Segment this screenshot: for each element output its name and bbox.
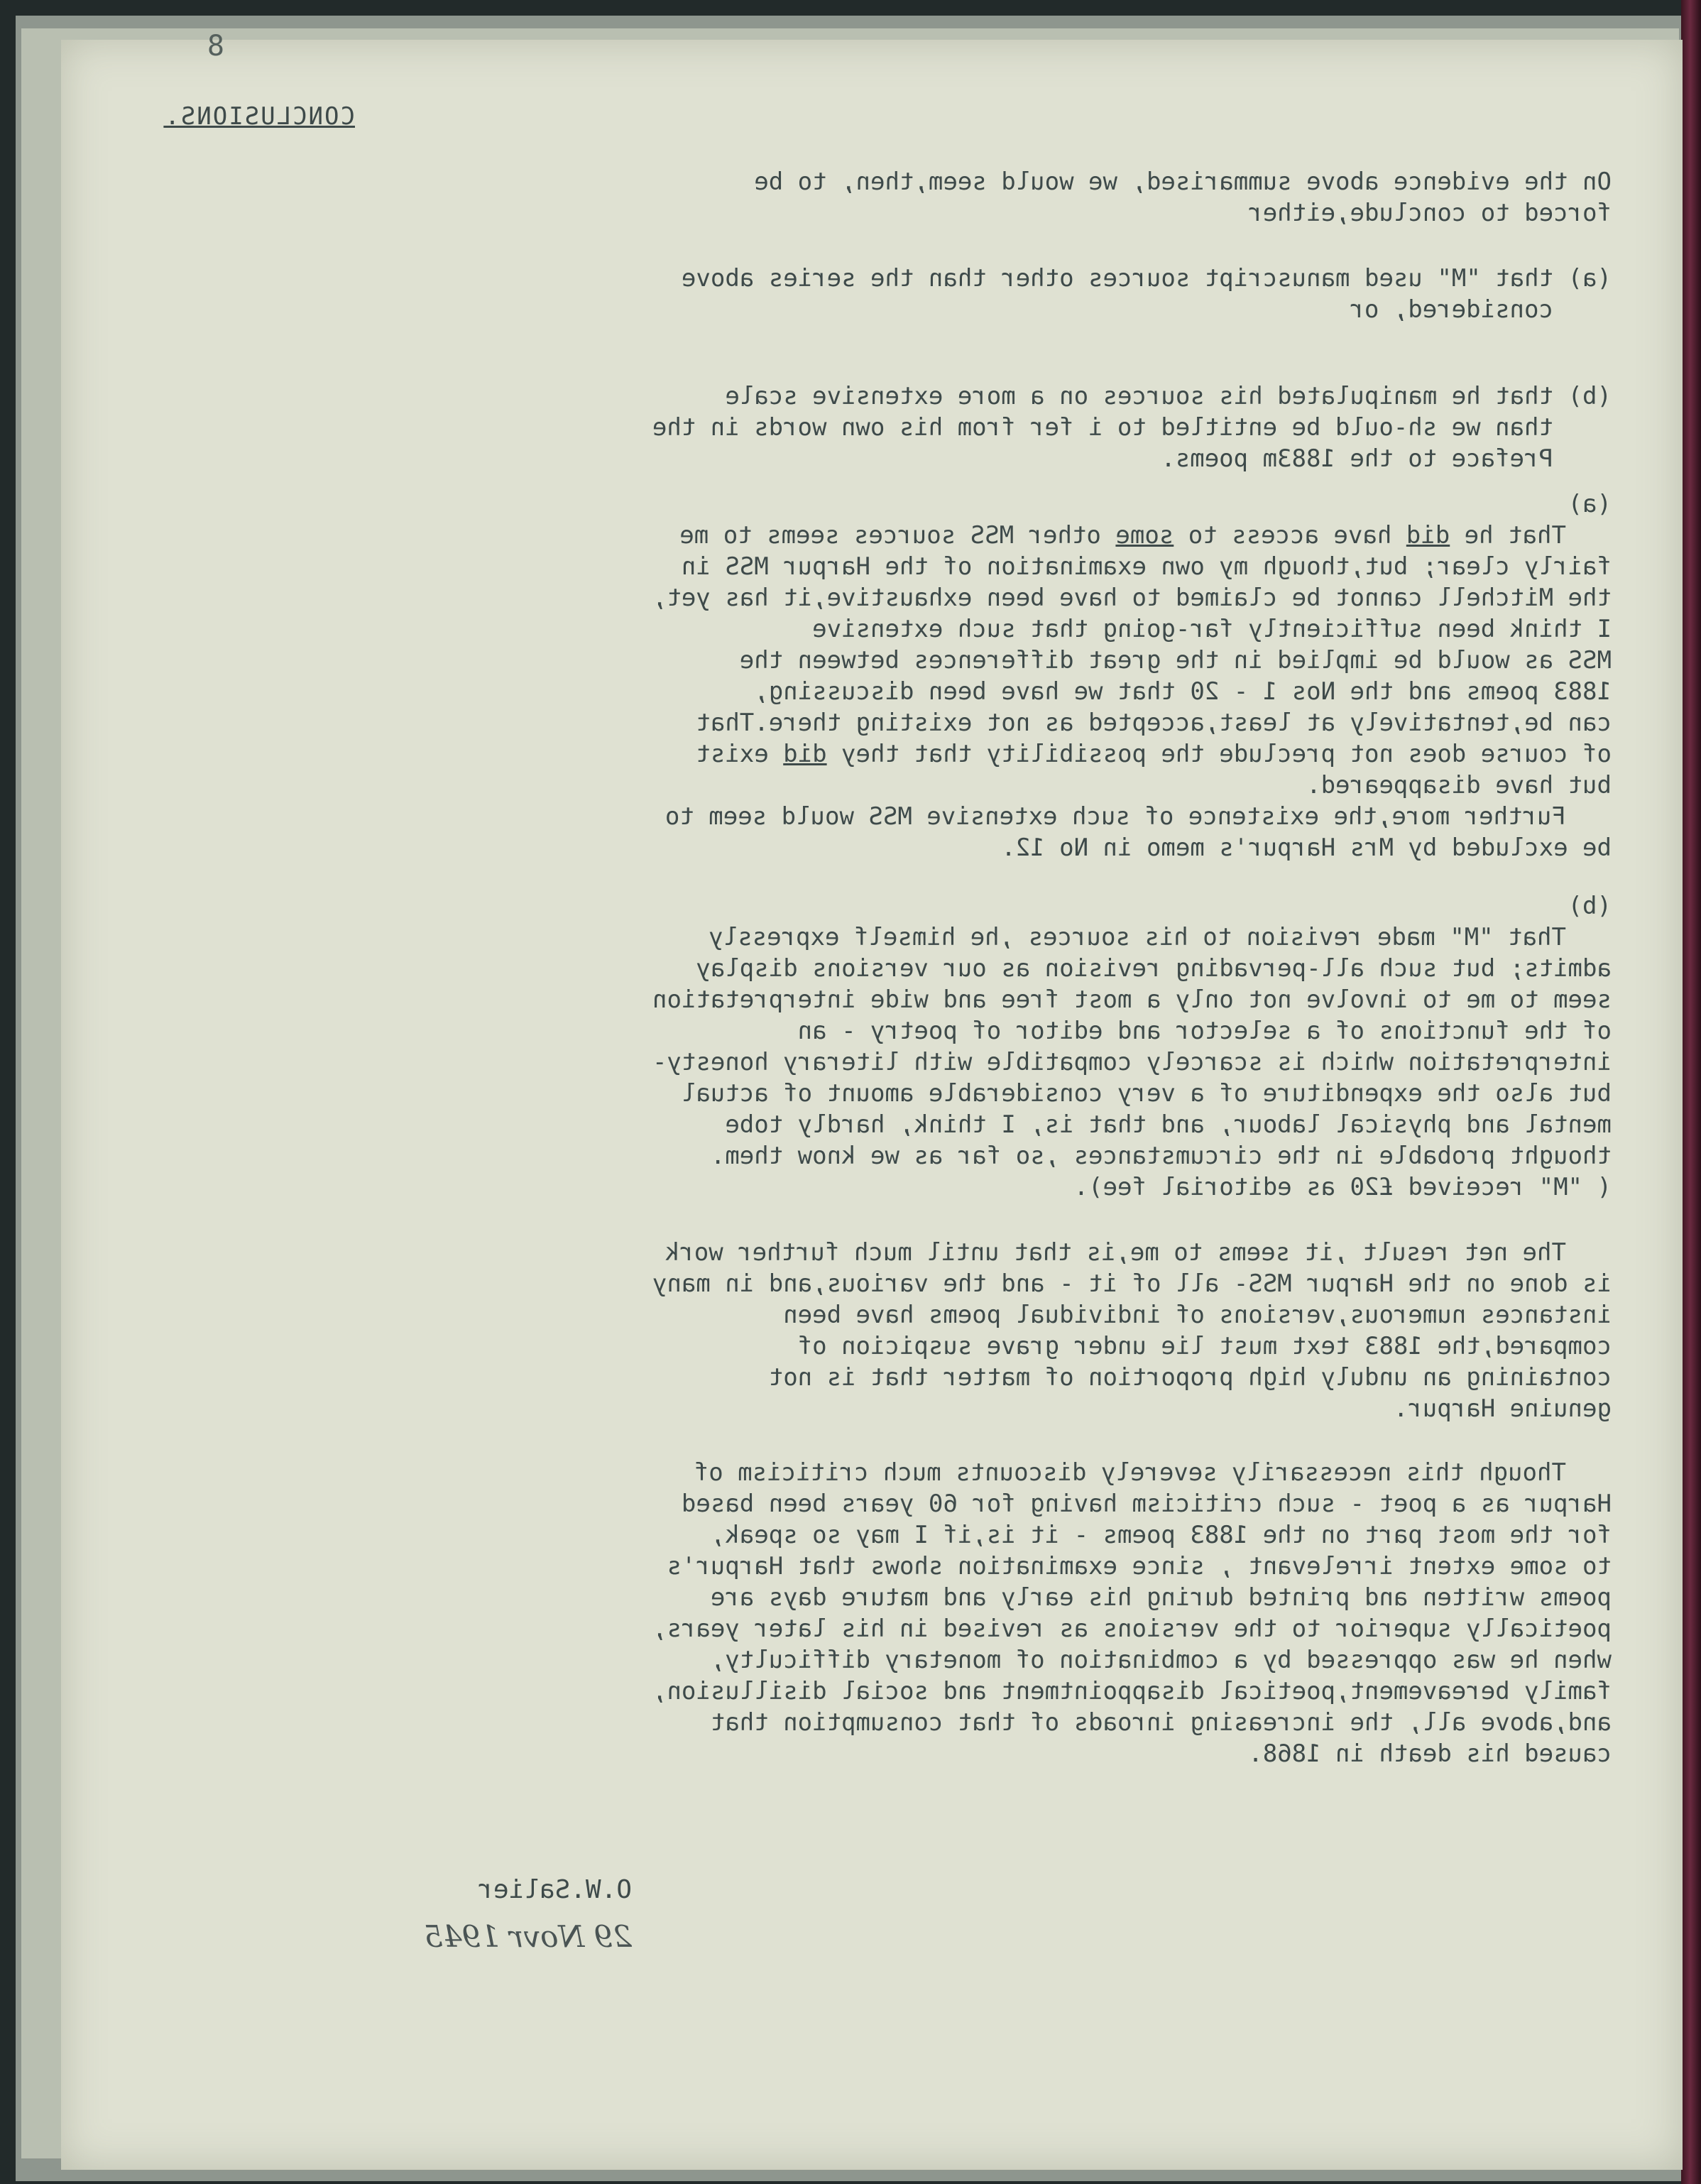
text-line: genuine Harpur.	[1393, 1394, 1612, 1423]
text-line: for the most part on the 1883 poems - it is,if I may so speak,	[710, 1521, 1612, 1549]
text-line: (b) that he manipulated his sources on a more extensive scale	[725, 382, 1612, 410]
text-line: 1883 poems and the Nos 1 - 20 that we have been discussing,	[754, 677, 1612, 706]
binding-edge	[1681, 0, 1701, 2184]
signature-date: 29 Novr 1945	[424, 1919, 632, 1954]
text-line: and,above all, the increasing inroads of that consumption that	[710, 1708, 1612, 1737]
text-line: the Mitchell cannot be claimed to have been exhaustive,it has yet,	[652, 584, 1612, 612]
text-line: caused his death in 1868.	[1248, 1740, 1612, 1768]
text-line: seem to me to involve not only a most free and wide interpretation	[652, 985, 1612, 1014]
text-line: instances numerous,versions of individual poems have been	[783, 1301, 1612, 1329]
text-line: mental and physical labour, and that is, I think, hardly tobe	[725, 1110, 1612, 1139]
text-line: of the functions of a selector and editor of poetry - an	[797, 1017, 1612, 1045]
text-line: interpretation which is scarcely compatible with literary honesty-	[652, 1048, 1612, 1076]
text-line: of course does not preclude the possibility that they did exist	[696, 740, 1612, 768]
text-line: On the evidence above summarised, we would seem,then, to be	[754, 168, 1612, 196]
text-line: than we sh-ould be entitled to i fer from his own words in the	[652, 413, 1553, 442]
text-line: considered, or	[1350, 295, 1553, 324]
text-line: when he was oppressed by a combination of monetary difficulty,	[710, 1646, 1612, 1674]
text-line: Though this necessarily severely discounts much criticism of	[694, 1458, 1566, 1487]
text-line: Preface to the 1883m poems.	[1161, 444, 1553, 473]
page-number: 8	[207, 30, 224, 62]
text-line: That he did have access to some other MSS sources seems to me	[679, 521, 1566, 550]
text-line: Harpur as a poet - such criticism having for 60 years been based	[681, 1490, 1612, 1518]
text-line: compared,the 1883 text must lie under grave suspicion of	[797, 1332, 1612, 1360]
text-line: Further more,the existence of such extensive MSS would seem to	[664, 802, 1566, 831]
text-line: MSS as would be implied in the great differences between the	[739, 646, 1612, 675]
text-line: but also the expenditure of a very considerable amount of actual	[681, 1079, 1612, 1108]
text-line: forced to conclude,either	[1248, 199, 1612, 227]
text-line: admits; but such all-pervading revision as our versions display	[696, 954, 1612, 983]
page-title: CONCLUSIONS.	[163, 102, 355, 131]
text-line: ( "M" received £20 as editorial fee).	[1073, 1173, 1612, 1201]
section-marker: (a)	[1568, 490, 1612, 518]
signature-name: O.W.Salier	[478, 1875, 632, 1904]
text-line: containing an unduly high proportion of matter that is not	[768, 1363, 1612, 1392]
text-line: The net result ,it seems to me,is that until much further work	[664, 1238, 1566, 1267]
text-line: poetically superior to the versions as revised in his later years,	[652, 1615, 1612, 1643]
text-line: can be,tentatively at least,accepted as not existing there.That	[696, 709, 1612, 737]
text-line: be excluded by Mrs Harpur's memo in No 12.	[1001, 834, 1612, 862]
text-line: (a) that "M" used manuscript sources other than the series above	[681, 264, 1612, 293]
text-line: family bereavement,poetical disappointment and social disillusion,	[652, 1677, 1612, 1705]
text-line: I think been sufficiently far-going that such extensive	[812, 615, 1612, 643]
text-line: to some extent irrelevant , since examination shows that Harpur's	[667, 1552, 1612, 1580]
text-line: poems written and printed during his early and mature days are	[710, 1583, 1612, 1612]
text-line: thought probable in the circumstances ,so far as we know them.	[710, 1142, 1612, 1170]
text-line: is done on the Harpur MSS- all of it - and the various,and in many	[652, 1270, 1612, 1298]
text-line: fairly clear; but,though my own examination of the Harpur MSS in	[681, 552, 1612, 581]
section-marker: (b)	[1568, 892, 1612, 920]
text-line: but have disappeared.	[1306, 771, 1612, 799]
document-page	[61, 30, 1683, 2170]
text-line: That "M" made revision to his sources ,he himself expressly	[709, 923, 1566, 951]
